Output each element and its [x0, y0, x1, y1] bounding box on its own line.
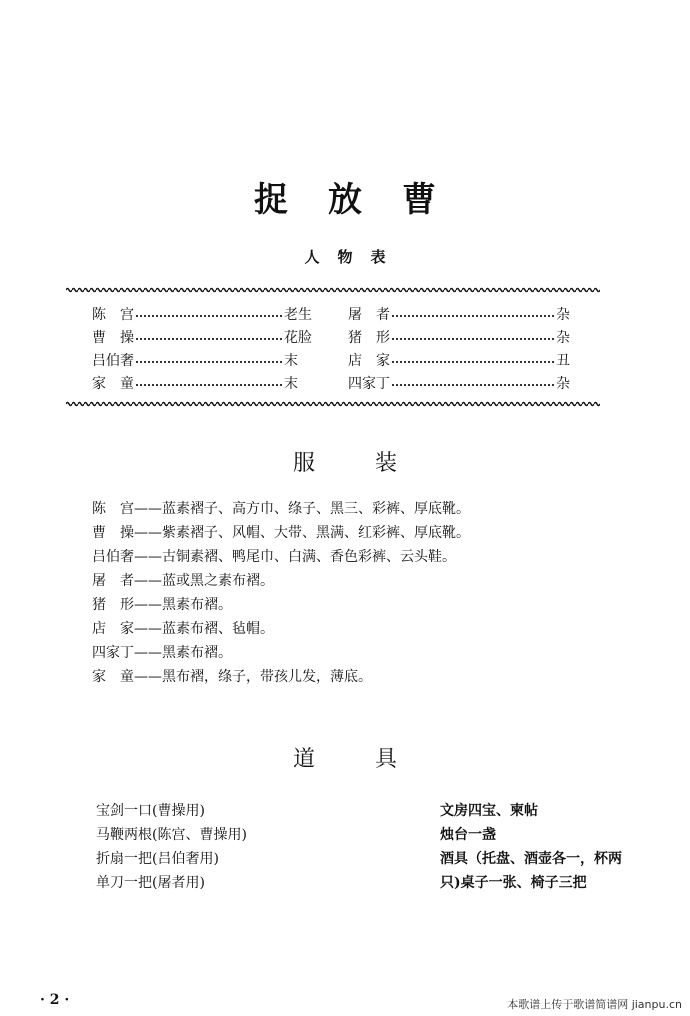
costume-line: 店 家——蓝素布褶、毡帽。	[92, 621, 274, 637]
costume-heading: 服装	[292, 451, 457, 476]
role-name: 家 童	[92, 376, 134, 392]
role-type: 老生	[284, 307, 312, 323]
role-name: 四家丁	[348, 376, 390, 392]
costume-line: 猪 形——黑素布褶。	[92, 597, 232, 613]
costume-line: 屠 者——蓝或黑之素布褶。	[92, 573, 274, 589]
prop-item: 宝剑一口(曹操用)	[96, 803, 205, 819]
role-row	[92, 304, 312, 324]
role-type: 花脸	[284, 330, 312, 346]
role-type: 丑	[556, 353, 570, 369]
role-type: 杂	[556, 307, 570, 323]
role-row	[92, 327, 312, 347]
costume-line: 吕伯奢——古铜素褶、鸭尾巾、白满、香色彩裤、云头鞋。	[92, 549, 456, 565]
prop-item: 马鞭两根(陈宫、曹操用)	[96, 827, 247, 843]
costume-line: 曹 操——紫素褶子、风帽、大带、黑满、红彩裤、厚底靴。	[92, 525, 470, 541]
prop-item: 折扇一把(吕伯奢用)	[96, 851, 219, 867]
role-name: 屠 者	[348, 307, 390, 323]
watermark: 本歌谱上传于歌谱简谱网 jianpu.cn	[507, 998, 682, 1011]
prop-item: 文房四宝、柬帖	[440, 803, 538, 819]
props-heading: 道具	[292, 747, 457, 772]
page-number: · 2 ·	[40, 992, 70, 1008]
prop-item: 单刀一把(屠者用)	[96, 875, 205, 891]
role-row	[348, 304, 570, 324]
costume-line: 家 童——黑布褶，绦子，带孩儿发，薄底。	[92, 669, 372, 685]
role-type: 末	[284, 376, 298, 392]
role-type: 杂	[556, 330, 570, 346]
role-name: 曹 操	[92, 330, 134, 346]
page-title: 捉放曹	[254, 180, 476, 220]
role-row	[348, 350, 570, 370]
role-name: 店 家	[348, 353, 390, 369]
wavy-divider-top	[66, 286, 600, 294]
wavy-divider-bottom	[66, 400, 600, 408]
role-name: 猪 形	[348, 330, 390, 346]
role-row	[92, 373, 312, 393]
prop-item: 酒具（托盘、酒壶各一，杯两	[440, 851, 622, 867]
role-name: 陈 宫	[92, 307, 134, 323]
costume-line: 四家丁——黑素布褶。	[92, 645, 232, 661]
role-type: 杂	[556, 376, 570, 392]
costume-line: 陈 宫——蓝素褶子、高方巾、绦子、黑三、彩裤、厚底靴。	[92, 501, 470, 517]
roles-heading: 人物表	[304, 248, 404, 266]
prop-item: 烛台一盏	[440, 827, 496, 843]
role-name: 吕伯奢	[92, 353, 134, 369]
role-type: 末	[284, 353, 298, 369]
prop-item: 只)桌子一张、椅子三把	[440, 875, 587, 891]
role-row	[92, 350, 312, 370]
role-row	[348, 373, 570, 393]
role-row	[348, 327, 570, 347]
